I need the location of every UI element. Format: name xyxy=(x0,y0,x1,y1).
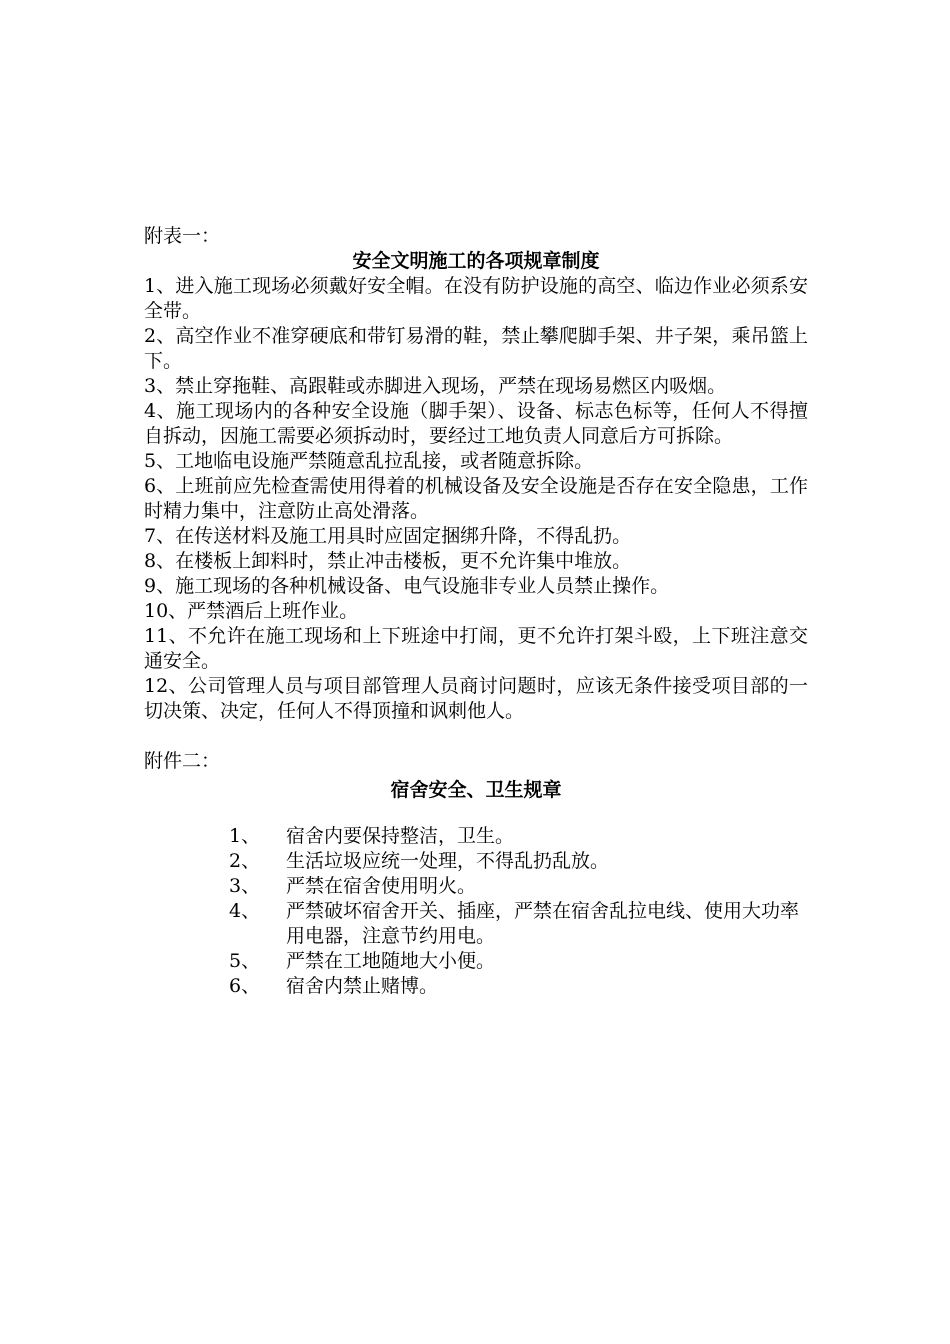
document-body xyxy=(144,224,808,999)
list-item xyxy=(144,849,808,874)
list-item-text: 严禁在工地随地大小便。 xyxy=(286,950,496,972)
list-item-number: 5、 xyxy=(229,950,261,972)
list-item xyxy=(144,974,808,999)
attachment2-label: 附件二： xyxy=(144,750,221,772)
list-item-text: 生活垃圾应统一处理，不得乱扔乱放。 xyxy=(286,850,610,872)
list-item-text: 严禁破坏宿舍开关、插座，严禁在宿舍乱拉电线、使用大功率用电器，注意节约用电。 xyxy=(286,900,800,947)
list-item-number: 4、 xyxy=(229,900,261,922)
list-item xyxy=(144,824,808,849)
list-item xyxy=(144,949,808,974)
rule-item: 12、公司管理人员与项目部管理人员商讨问题时，应该无条件接受项目部的一切决策、决定，任何人不得顶撞和讽刺他人。 xyxy=(144,675,808,722)
rule-item: 3、禁止穿拖鞋、高跟鞋或赤脚进入现场，严禁在现场易燃区内吸烟。 xyxy=(144,375,727,397)
rule-item: 9、施工现场的各种机械设备、电气设施非专业人员禁止操作。 xyxy=(144,575,670,597)
rule-item: 6、上班前应先检查需使用得着的机械设备及安全设施是否存在安全隐患，工作时精力集中，注意防止高处滑落。 xyxy=(144,475,808,522)
safety-rules-list xyxy=(144,274,808,724)
rule-item: 5、工地临电设施严禁随意乱拉乱接，或者随意拆除。 xyxy=(144,450,594,472)
rule-item: 10、严禁酒后上班作业。 xyxy=(144,600,359,622)
rule-item: 4、施工现场内的各种安全设施（脚手架）、设备、标志色标等，任何人不得擅自拆动，因施工需要必须拆动时，要经过工地负责人同意后方可拆除。 xyxy=(144,400,808,447)
section-spacer xyxy=(144,724,808,749)
list-item-text: 严禁在宿舍使用明火。 xyxy=(286,875,477,897)
attachment1-title: 安全文明施工的各项规章制度 xyxy=(352,250,600,272)
list-item xyxy=(144,874,808,899)
title-spacer xyxy=(144,806,808,824)
list-item-text: 宿舍内要保持整洁，卫生。 xyxy=(286,825,515,847)
rule-item: 8、在楼板上卸料时，禁止冲击楼板，更不允许集中堆放。 xyxy=(144,550,632,572)
list-item-text: 宿舍内禁止赌博。 xyxy=(286,975,439,997)
list-item-number: 1、 xyxy=(229,825,261,847)
list-item xyxy=(144,899,808,949)
list-item-number: 6、 xyxy=(229,975,261,997)
rule-item: 11、不允许在施工现场和上下班途中打闹，更不允许打架斗殴，上下班注意交通安全。 xyxy=(144,625,808,672)
rule-item: 7、在传送材料及施工用具时应固定捆绑升降，不得乱扔。 xyxy=(144,525,632,547)
list-item-number: 3、 xyxy=(229,875,261,897)
dorm-rules-list xyxy=(144,824,808,999)
rule-item: 1、进入施工现场必须戴好安全帽。在没有防护设施的高空、临边作业必须系安全带。 xyxy=(144,275,808,322)
attachment2-title: 宿舍安全、卫生规章 xyxy=(390,779,562,801)
attachment1-label: 附表一： xyxy=(144,225,221,247)
list-item-number: 2、 xyxy=(229,850,261,872)
rule-item: 2、高空作业不准穿硬底和带钉易滑的鞋，禁止攀爬脚手架、井子架，乘吊篮上下。 xyxy=(144,325,808,372)
